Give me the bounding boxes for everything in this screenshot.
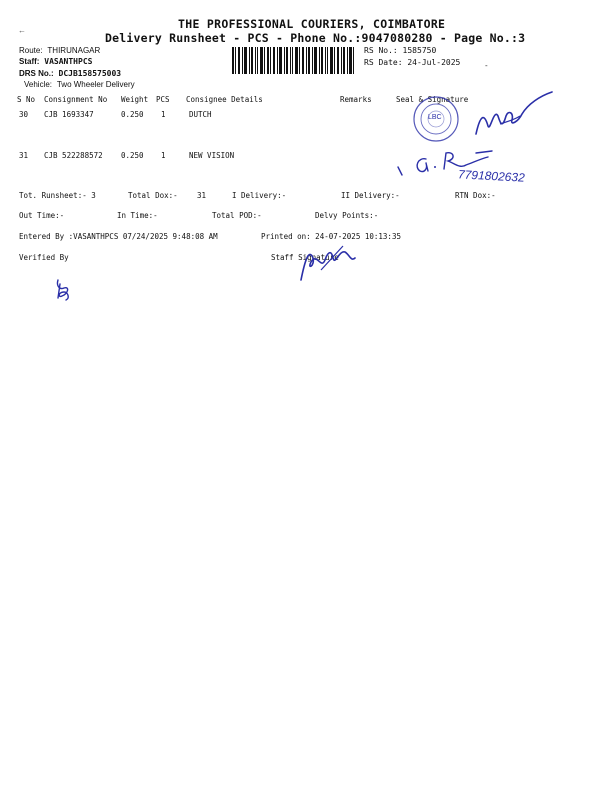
- row-31-consignee: NEW VISION: [189, 151, 235, 160]
- signature-row-30: [470, 86, 560, 141]
- col-sno: S No: [17, 95, 36, 104]
- entered-by: Entered By :VASANTHPCS 07/24/2025 9:48:08 AM: [19, 232, 218, 241]
- row-30-consignment: CJB 1693347: [44, 110, 94, 119]
- i-delivery: I Delivery:-: [232, 191, 287, 200]
- total-pod: Total POD:-: [212, 211, 262, 220]
- row-30-weight: 0.250: [121, 110, 144, 119]
- company-title: THE PROFESSIONAL COURIERS, COIMBATORE: [178, 17, 446, 31]
- corner-mark: ←: [18, 26, 26, 35]
- rtn-dox: RTN Dox:-: [455, 191, 496, 200]
- drs-line: DRS No.: DCJB158575003: [19, 69, 122, 78]
- in-time: In Time:-: [117, 211, 158, 220]
- row-30-sno: 30: [19, 110, 29, 119]
- row-30-pcs: 1: [161, 110, 166, 119]
- ii-delivery: II Delivery:-: [341, 191, 400, 200]
- row-31-pcs: 1: [161, 151, 166, 160]
- drs-value: DCJB158575003: [58, 69, 122, 78]
- col-remarks: Remarks: [340, 95, 372, 104]
- row-31-weight: 0.250: [121, 151, 144, 160]
- col-weight: Weight: [121, 95, 149, 104]
- rs-date-value: 24-Jul-2025: [407, 58, 461, 67]
- row-31-consignment: CJB 522288572: [44, 151, 103, 160]
- staff-signature-label: Staff Signature: [271, 253, 339, 262]
- vehicle-line: Vehicle: Two Wheeler Delivery: [24, 80, 135, 89]
- rs-no-value: 1585750: [402, 46, 437, 55]
- row-31-sno: 31: [19, 151, 29, 160]
- verified-signature: [52, 276, 76, 302]
- rs-date-line: RS Date: 24-Jul-2025: [364, 58, 461, 67]
- delvy-points: Delvy Points:-: [315, 211, 379, 220]
- col-consignment: Consignment No: [44, 95, 108, 104]
- barcode: [232, 47, 354, 74]
- verified-by: Verified By: [19, 253, 69, 262]
- signature-row-31: [392, 145, 502, 190]
- total-runsheet: Tot. Runsheet:- 3: [19, 191, 96, 200]
- staff-line: Staff: VASANTHPCS: [19, 57, 93, 66]
- total-dox-value: 31: [197, 191, 207, 200]
- col-seal-signature: Seal & Signature: [396, 95, 469, 104]
- handwritten-phone: 7791802632: [457, 167, 526, 185]
- date-dash-mark: -: [485, 61, 488, 70]
- rs-no-line: RS No.: 1585750: [364, 46, 437, 55]
- runsheet-subtitle: Delivery Runsheet - PCS - Phone No.:9047080280 - Page No.:3: [105, 31, 526, 45]
- out-time: Out Time:-: [19, 211, 65, 220]
- col-pcs: PCS: [156, 95, 170, 104]
- route-line: Route: THIRUNAGAR: [19, 46, 101, 55]
- seal-stamp-text: LBC: [428, 114, 442, 121]
- printed-on: Printed on: 24-07-2025 10:13:35: [261, 232, 401, 241]
- staff-value: VASANTHPCS: [44, 57, 93, 66]
- row-30-consignee: DUTCH: [189, 110, 212, 119]
- vehicle-value: Two Wheeler Delivery: [56, 80, 135, 89]
- staff-signature: [293, 240, 363, 285]
- col-consignee: Consignee Details: [186, 95, 263, 104]
- route-value: THIRUNAGAR: [47, 46, 101, 55]
- total-dox-label: Total Dox:-: [128, 191, 178, 200]
